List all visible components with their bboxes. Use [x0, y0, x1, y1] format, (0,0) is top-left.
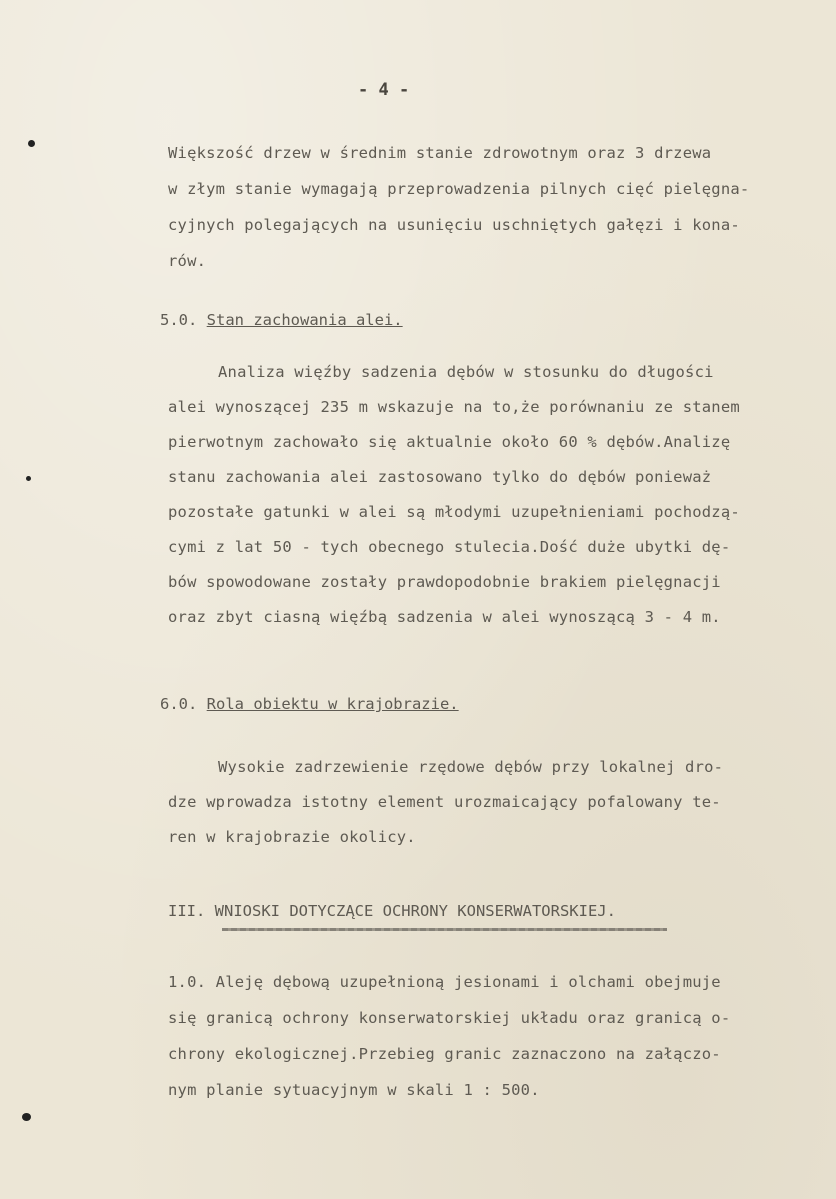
- paragraph-line: Wysokie zadrzewienie rzędowe dębów przy lokalnej dro-: [218, 758, 724, 776]
- section-title: WNIOSKI DOTYCZĄCE OCHRONY KONSERWATORSKIEJ.: [214, 902, 616, 920]
- section-heading-III: [168, 902, 616, 920]
- paragraph-line: cymi z lat 50 - tych obecnego stulecia.Dość duże ubytki dę-: [168, 538, 731, 556]
- paragraph-line: Analiza więźby sadzenia dębów w stosunku do długości: [218, 363, 714, 381]
- section-number: 6.0.: [160, 695, 198, 713]
- section-heading-6: [160, 695, 459, 713]
- paragraph-line: stanu zachowania alei zastosowano tylko do dębów ponieważ: [168, 468, 712, 486]
- paragraph-line: dze wprowadza istotny element urozmaicający pofalowany te-: [168, 793, 721, 811]
- paragraph-line: Większość drzew w średnim stanie zdrowotnym oraz 3 drzewa: [168, 144, 712, 162]
- paragraph-line: alei wynoszącej 235 m wskazuje na to,że porównaniu ze stanem: [168, 398, 740, 416]
- paragraph-line: 1.0. Aleję dębową uzupełnioną jesionami i olchami obejmuje: [168, 973, 721, 991]
- paragraph-line: pierwotnym zachowało się aktualnie około 60 % dębów.Analizę: [168, 433, 731, 451]
- heading-underline: [222, 928, 667, 931]
- punch-hole-dot: [22, 1113, 31, 1121]
- section-title: Stan zachowania alei.: [206, 311, 403, 329]
- paragraph-line: rów.: [168, 252, 207, 270]
- section-title: Rola obiektu w krajobrazie.: [206, 695, 459, 713]
- paragraph-line: ren w krajobrazie okolicy.: [168, 828, 416, 846]
- section-number: 5.0.: [160, 311, 198, 329]
- punch-hole-dot: [28, 140, 35, 147]
- paragraph-line: cyjnych polegających na usunięciu uschniętych gałęzi i kona-: [168, 216, 740, 234]
- paragraph-line: pozostałe gatunki w alei są młodymi uzupełnieniami pochodzą-: [168, 503, 740, 521]
- paragraph-line: bów spowodowane zostały prawdopodobnie brakiem pielęgnacji: [168, 573, 721, 591]
- paragraph-line: nym planie sytuacyjnym w skali 1 : 500.: [168, 1081, 540, 1099]
- paragraph-line: chrony ekologicznej.Przebieg granic zaznaczono na załączo-: [168, 1045, 721, 1063]
- page-number: - 4 -: [358, 80, 410, 100]
- punch-hole-dot: [26, 476, 31, 481]
- section-heading-5: [160, 311, 403, 329]
- paragraph-line: się granicą ochrony konserwatorskiej układu oraz granicą o-: [168, 1009, 731, 1027]
- paragraph-line: w złym stanie wymagają przeprowadzenia pilnych cięć pielęgna-: [168, 180, 750, 198]
- section-number: III.: [168, 902, 206, 920]
- paragraph-line: oraz zbyt ciasną więźbą sadzenia w alei wynoszącą 3 - 4 m.: [168, 608, 721, 626]
